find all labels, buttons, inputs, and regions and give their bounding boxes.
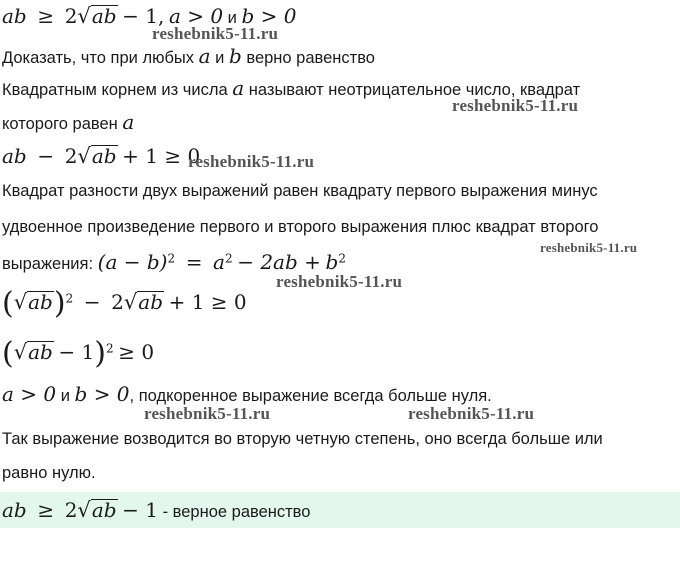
formula-tail: − 1 [122,498,158,522]
formula-tail: − 1, [122,4,165,28]
sqrt-radicand: ab [28,290,53,314]
watermark: reshebnik5-11.ru [276,272,403,291]
sqrt-symbol: √ab [13,290,53,314]
sqrt-symbol: √ab [13,340,53,364]
sqrt-radicand: ab [91,144,117,168]
paren-open: ( [2,336,14,371]
variable-a: a [232,76,245,100]
exponent: 2 [65,291,74,306]
exponent: 2 [167,251,176,266]
watermark: reshebnik5-11.ru [144,404,271,423]
watermark: reshebnik5-11.ru [408,404,535,423]
formula-relation: = [185,250,203,274]
conjunction: и [227,9,237,27]
condition-statement [2,382,492,406]
text: называют неотрицательное число, квадрат [248,81,581,99]
text: Доказать, что при любых [2,49,195,67]
sqrt-radicand: ab [91,498,117,522]
text: удвоенное произведение первого и второго выражения плюс квадрат второго [2,218,599,236]
formula-coef: 2 [64,498,78,522]
text: равно нулю. [2,464,96,482]
paren-open: ( [2,286,14,321]
watermark: reshebnik5-11.ru [540,240,638,255]
formula-tail: ≥ 0 [118,340,155,364]
text: Квадратным корнем из числа [2,81,228,99]
variable-a: a [198,44,211,68]
formula-term: ab [2,144,27,168]
paren-close: ) [94,336,106,371]
step3-formula [2,336,154,371]
formula-term: a [213,250,225,274]
formula-term: b [325,250,339,274]
even-power-line1 [2,430,603,449]
text: Так выражение возводится во вторую четную степень, оно всегда больше или [2,430,603,448]
exponent: 2 [338,251,346,266]
even-power-line2 [2,464,96,483]
formula-tail: + 1 ≥ 0 [122,144,201,168]
watermark: reshebnik5-11.ru [152,24,279,43]
watermark: reshebnik5-11.ru [452,96,579,115]
text: Квадрат разности двух выражений равен квадрату первого выражения минус [2,182,598,200]
root-definition-line2 [2,110,134,134]
formula-tail: + 1 ≥ 0 [168,290,247,314]
text: верно равенство [246,49,375,67]
formula-term: − 2ab + [237,250,321,274]
variable-a: a [122,110,135,134]
sqrt-symbol: √ab [77,4,117,28]
sqrt-symbol: √ab [77,498,117,522]
formula-coef: 2 [64,144,78,168]
sqrt-symbol: √ab [77,144,117,168]
conjunction: и [60,387,70,405]
formula-term: (a − b) [97,250,168,274]
formula-operator: − 1 [58,340,95,364]
text: , подкоренное выражение всегда больше нуля. [129,387,492,405]
condition-a: a > 0 [2,382,57,406]
condition-b: b > 0 [241,4,297,28]
formula-coef: 2 [111,290,124,314]
conclusion [2,498,310,522]
formula-operator: − [83,290,101,314]
step1-formula [2,144,200,168]
variable-b: b [228,44,242,68]
formula-coef: 2 [64,4,78,28]
square-rule-line3 [2,250,346,274]
exponent: 2 [106,341,114,356]
condition-a: a > 0 [168,4,224,28]
conjunction: и [215,49,225,67]
formula-relation: ≥ [37,498,55,522]
sqrt-radicand: ab [138,290,164,314]
square-rule-line2 [2,218,598,237]
text: которого равен [2,115,118,133]
formula-relation: ≥ [37,4,55,28]
text: выражения: [2,255,94,273]
formula-term: ab [2,4,27,28]
text: - верное равенство [162,503,311,521]
formula-operator: − [37,144,55,168]
step2-formula [2,286,247,321]
sqrt-symbol: √ab [123,290,164,314]
sqrt-radicand: ab [28,340,53,364]
sqrt-radicand: ab [91,4,117,28]
prove-statement [2,44,375,68]
square-rule-line1 [2,182,598,201]
exponent: 2 [224,251,233,266]
paren-close: ) [53,286,66,321]
condition-b: b > 0 [74,382,130,406]
formula-term: ab [2,498,27,522]
watermark: reshebnik5-11.ru [188,152,315,171]
